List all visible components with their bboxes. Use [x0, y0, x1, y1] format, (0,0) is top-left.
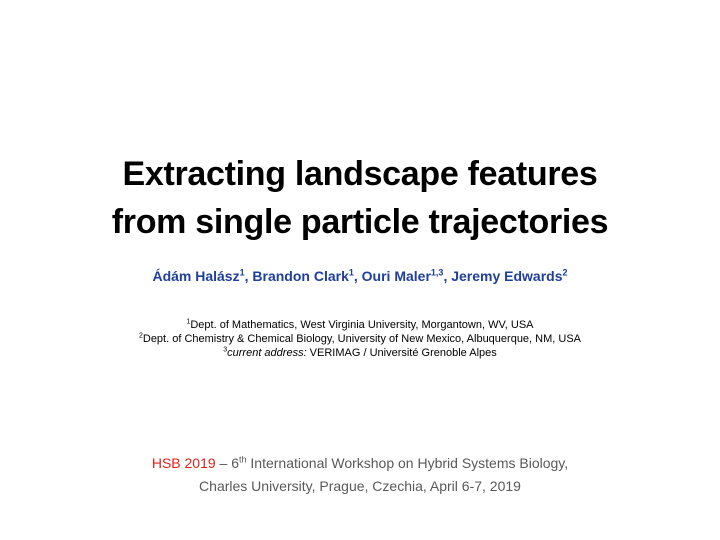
affiliation-italic-note: current address:: [227, 347, 307, 359]
author-separator: ,: [244, 268, 253, 284]
author-affil-sup: 2: [562, 267, 568, 278]
affiliation-sup: 2: [138, 332, 143, 340]
affiliation-3: [20, 346, 700, 360]
affiliation-text: VERIMAG / Université Grenoble Alpes: [306, 347, 497, 359]
footer-dash: – 6: [215, 455, 240, 471]
footer-line-1: [20, 452, 700, 475]
affiliation-2: [20, 332, 700, 346]
author-list: [20, 268, 700, 284]
author-name: Brandon Clark: [252, 268, 349, 284]
author-separator: ,: [443, 268, 452, 284]
conference-footer: [20, 452, 700, 498]
conference-name: HSB 2019: [151, 455, 216, 471]
title-line-1: Extracting landscape features: [122, 155, 598, 193]
affiliation-1: [20, 318, 700, 332]
author-affil-sup: 1: [239, 267, 245, 278]
affiliation-sup: 3: [223, 346, 228, 354]
author-name: Ouri Maler: [361, 268, 431, 284]
author-affil-sup: 1,3: [430, 267, 444, 278]
affiliation-list: [20, 318, 700, 360]
affiliation-text: Dept. of Mathematics, West Virginia University, Morgantown, WV, USA: [190, 319, 534, 331]
affiliation-sup: 1: [186, 318, 191, 326]
affiliation-text: Dept. of Chemistry & Chemical Biology, University of New Mexico, Albuquerque, NM, USA: [142, 333, 582, 345]
ordinal-sup: th: [239, 454, 247, 465]
author-name: Ádám Halász: [152, 268, 240, 284]
footer-line-2: Charles University, Prague, Czechia, April 6-7, 2019: [199, 478, 521, 494]
workshop-name: International Workshop on Hybrid Systems Biology,: [246, 455, 569, 471]
author-separator: ,: [353, 268, 362, 284]
slide-title: [20, 150, 700, 246]
author-affil-sup: 1: [348, 267, 354, 278]
title-line-2: from single particle trajectories: [111, 203, 609, 241]
author-name: Jeremy Edwards: [451, 268, 563, 284]
